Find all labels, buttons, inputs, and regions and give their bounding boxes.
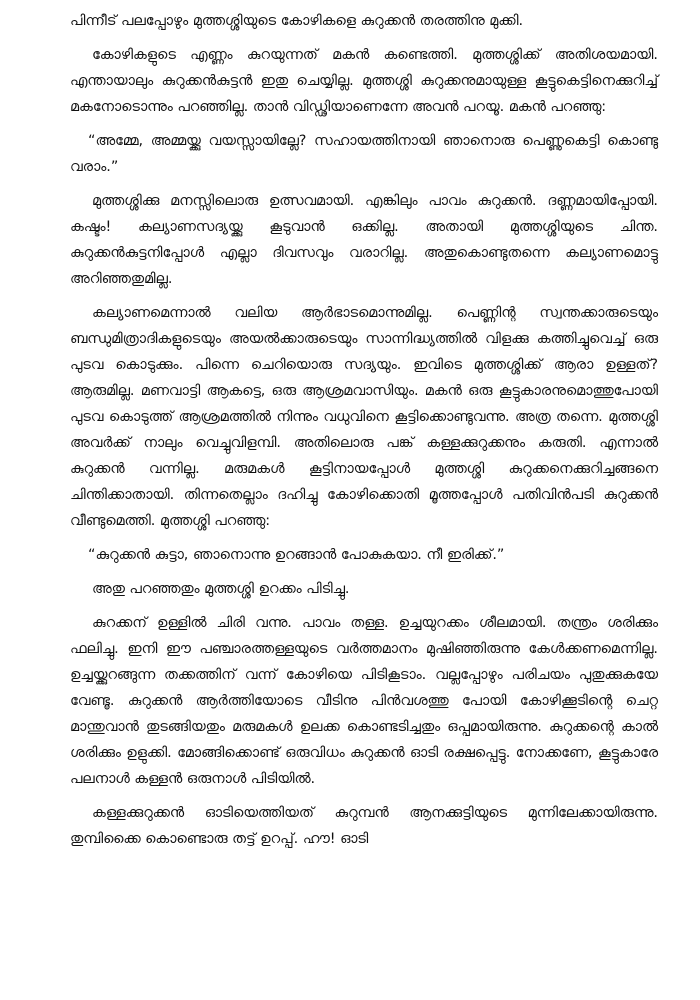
paragraph-1: പിന്നീട് പലപ്പോഴും മുത്തശ്ശിയുടെ കോഴികളെ കുറുക്കൻ തരത്തിനു മുക്കി.: [70, 13, 524, 29]
quote-paragraph-2: “കുറുക്കൻ കുട്ടാ, ഞാനൊന്നു ഉറങ്ങാൻ പോകുകയാ. നീ ഇരിക്ക്.”: [88, 547, 505, 563]
paragraph-6: കുറക്കന് ഉള്ളിൽ ചിരി വന്നു. പാവം തള്ള. ഉച്ചയുറക്കം ശീലമായി. തന്ത്രം ശരിക്കും ഫലിച്ചു. ഇനി ഈ പഞ്ചാരത്തള്ളയുടെ വർത്തമാനം മുഷിഞ്ഞിരുന്നു കേൾക്കണമെന്നില്ല. ഉച്ചയ്ക്കുറങ്ങുന്ന തക്കത്തിന് വന്ന് കോഴിയെ പിടികൂടാം. വല്ലപ്പോഴും പരിചയം പുതുക്കുകയേ വേണ്ടൂ. കുറുക്കൻ ആർത്തിയോടെ വീടിനു പിൻവശത്തു പോയി കോഴിക്കൂടിന്റെ ചെറ്റ മാന്തുവാൻ തുടങ്ങിയതും മരുമകൾ ഉലക്ക കൊണ്ടടിച്ചതും ഒപ്പമായിരുന്നു. കുറുക്കന്റെ കാൽ ശരിക്കും ഉളുക്കി. മോങ്ങിക്കൊണ്ട് ഒരുവിധം കുറുക്കൻ ഓടി രക്ഷപ്പെട്ടു. നോക്കണേ, കൂട്ടുകാരേ പലനാൾ കള്ളൻ ഒരുനാൾ പിടിയിൽ.: [70, 615, 658, 787]
paragraph-7: കള്ളക്കുറുക്കൻ ഓടിയെത്തിയത് കുറുമ്പൻ ആനക്കുട്ടിയുടെ മുന്നിലേക്കായിരുന്നു. തുമ്പിക്കൈ കൊണ്ടൊരു തട്ട് ഉറപ്പ്. ഹൗ! ഓടി: [70, 805, 658, 847]
paragraph-3: മുത്തശ്ശിക്കു മനസ്സിലൊരു ഉത്സവമായി. എങ്കിലും പാവം കുറുക്കൻ. ദണ്ണമായിപ്പോയി. കഷ്ടം! കല്യാണസദ്യയ്ക്കു കൂടുവാൻ ഒക്കില്ല. അതായി മുത്തശ്ശിയുടെ ചിന്ത. കുറുക്കൻകുട്ടനിപ്പോൾ എല്ലാ ദിവസവും വരാറില്ല. അതുകൊണ്ടുതന്നെ കല്യാണമൊട്ടു അറിഞ്ഞതുമില്ല.: [70, 193, 658, 287]
paragraph-4: കല്യാണമെന്നാൽ വലിയ ആർഭാടമൊന്നുമില്ല. പെണ്ണിന്റ സ്വന്തക്കാരുടെയും ബന്ധുമിത്രാദികളുടെയും അയൽക്കാരുടെയും സാന്നിദ്ധ്യത്തിൽ വിളക്കു കത്തിച്ചുവെച്ച് ഒരു പുടവ കൊടുക്കും. പിന്നെ ചെറിയൊരു സദ്യയും. ഇവിടെ മുത്തശ്ശിക്ക് ആരാ ഉള്ളത്? ആരുമില്ല. മണവാട്ടി ആകട്ടെ, ഒരു ആശ്രമവാസിയും. മകൻ ഒരു കൂട്ടുകാരനുമൊത്തുപോയി പുടവ കൊടുത്ത് ആശ്രമത്തിൽ നിന്നും വധുവിനെ കൂട്ടിക്കൊണ്ടുവന്നു. അത്ര തന്നെ. മുത്തശ്ശി അവർക്ക് നാലും വെച്ചുവിളമ്പി. അതിലൊരു പങ്ക് കള്ളക്കുറുക്കനും കരുതി. എന്നാൽ കുറുക്കൻ വന്നില്ല. മരുമകൾ കൂട്ടിനായപ്പോൾ മുത്തശ്ശി കുറുക്കനെക്കുറിച്ചങ്ങനെ ചിന്തിക്കാതായി. തിന്നതെല്ലാം ദഹിച്ചു കോഴിക്കൊതി മൂത്തപ്പോൾ പതിവിൻപടി കുറുക്കൻ വീണ്ടുമെത്തി. മുത്തശ്ശി പറഞ്ഞു:: [70, 305, 658, 529]
paragraph-5: അതു പറഞ്ഞതും മുത്തശ്ശി ഉറക്കം പിടിച്ചു.: [92, 581, 350, 597]
paragraph-2: കോഴികളുടെ എണ്ണം കുറയുന്നത് മകൻ കണ്ടെത്തി. മുത്തശ്ശിക്ക് അതിശയമായി. എന്തായാലും കുറുക്കൻകുട്ടൻ ഇതു ചെയ്യില്ല. മുത്തശ്ശി കുറുക്കനുമായുള്ള കൂട്ടുകെട്ടിനെക്കുറിച്ച് മകനോടൊന്നും പറഞ്ഞില്ല. താൻ വിഡ്ഢിയാണെന്നേ അവൻ പറയൂ. മകൻ പറഞ്ഞു:: [70, 47, 658, 115]
quote-paragraph-1: “അമ്മേ, അമ്മയ്ക്കു വയസ്സായില്ലേ? സഹായത്തിനായി ഞാനൊരു പെണ്ണുകെട്ടി കൊണ്ടു വരാം.”: [70, 133, 658, 175]
